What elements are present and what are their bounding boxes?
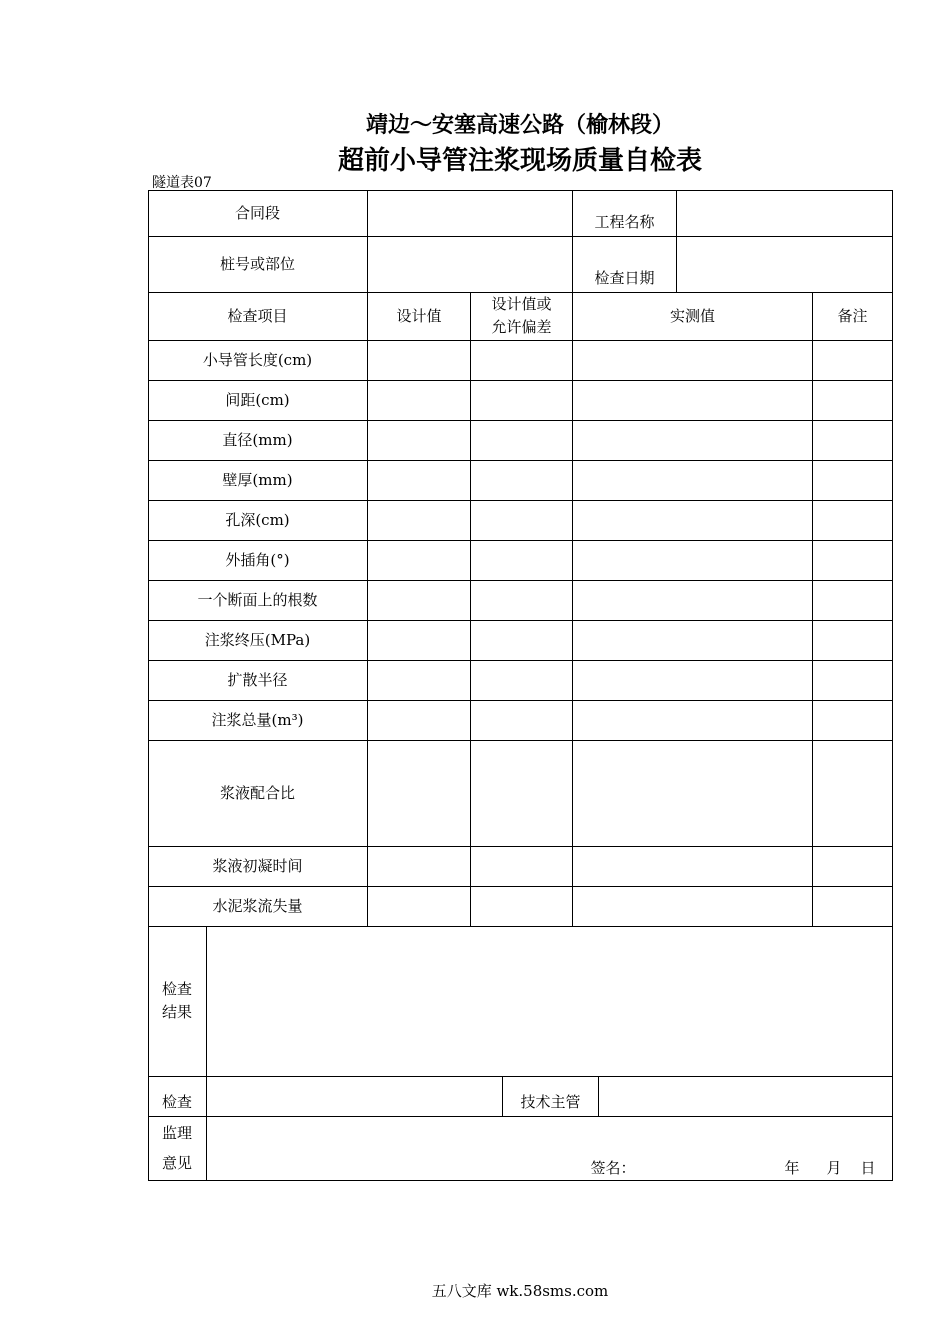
item-label: 水泥浆流失量	[212, 896, 303, 915]
inspection-date-label: 检查日期	[594, 269, 655, 287]
item-label: 一个断面上的根数	[197, 590, 318, 609]
item-label: 孔深(cm)	[225, 510, 290, 529]
supervision-opinion-label-line1: 监理	[161, 1124, 192, 1142]
inspection-result-label-line2: 结果	[161, 1003, 192, 1021]
item-label: 小导管长度(cm)	[202, 350, 313, 369]
form-number: 隧道表07	[152, 175, 212, 191]
contract-section-label: 合同段	[234, 203, 280, 222]
contract-section-field[interactable]	[368, 190, 572, 236]
column-header-tolerance-line1: 设计值或	[491, 295, 552, 313]
column-header-tolerance-line2: 允许偏差	[491, 318, 552, 336]
item-label: 直径(mm)	[222, 430, 293, 449]
item-label: 间距(cm)	[225, 390, 290, 409]
technical-supervisor-field[interactable]	[599, 1076, 892, 1116]
inspector-field[interactable]	[207, 1076, 502, 1116]
technical-supervisor-label: 技术主管	[520, 1093, 581, 1111]
footer-watermark: 五八文库 wk.58sms.com	[431, 1282, 609, 1300]
item-label: 外插角(°)	[225, 550, 290, 569]
column-header-measured: 实测值	[669, 306, 715, 325]
item-label: 注浆总量(m³)	[211, 710, 304, 729]
column-header-tolerance	[471, 292, 572, 340]
year-label: 年	[784, 1158, 800, 1177]
column-header-design: 设计值	[396, 306, 442, 325]
station-label: 桩号或部位	[219, 254, 295, 273]
month-label: 月	[826, 1158, 842, 1177]
supervision-opinion-label	[148, 1118, 206, 1178]
title-line2: 超前小导管注浆现场质量自检表	[337, 146, 702, 176]
inspection-form-table	[148, 190, 893, 1181]
station-field[interactable]	[368, 236, 572, 292]
inspection-result-field[interactable]	[207, 926, 892, 1076]
column-header-item: 检查项目	[227, 306, 288, 325]
item-label: 浆液配合比	[219, 783, 295, 802]
day-label: 日	[860, 1158, 876, 1177]
signature-label: 签名：	[590, 1158, 636, 1177]
title-line1: 靖边～安塞高速公路（榆林段）	[365, 113, 674, 138]
supervision-opinion-label-line2: 意见	[161, 1154, 192, 1172]
item-label: 浆液初凝时间	[212, 856, 303, 875]
item-label: 扩散半径	[227, 670, 288, 689]
inspection-result-label-line1: 检查	[161, 980, 192, 998]
project-name-label: 工程名称	[594, 213, 655, 231]
item-label: 注浆终压(MPa)	[204, 630, 311, 649]
column-header-remarks: 备注	[837, 306, 868, 325]
inspector-label: 检查	[161, 1093, 192, 1111]
project-name-field[interactable]	[677, 190, 892, 236]
inspection-result-label	[148, 926, 206, 1076]
item-label: 壁厚(mm)	[222, 470, 293, 489]
inspection-date-field[interactable]	[677, 236, 892, 292]
